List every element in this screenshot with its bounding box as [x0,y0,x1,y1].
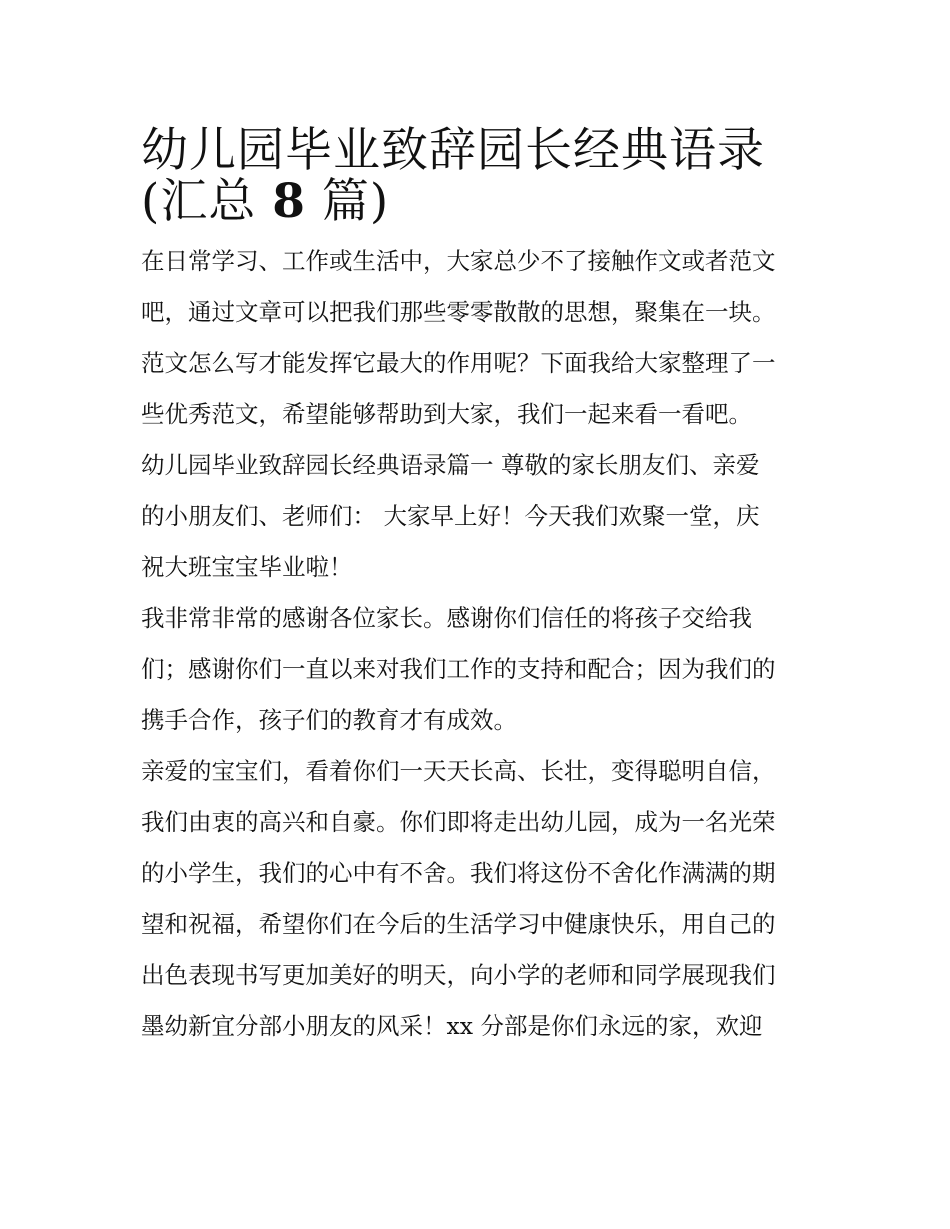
text-line: 些优秀范文，希望能够帮助到大家，我们一起来看一看吧。 [141,400,752,428]
text-line: 的小学生，我们的心中有不舍。我们将这份不舍化作满满的期 [141,859,776,887]
document-content [141,118,813,1052]
text-line: 墨幼新宜分部小朋友的风采！xx 分部是你们永远的家，欢迎 [141,1012,763,1040]
text-line: 们；感谢你们一直以来对我们工作的支持和配合；因为我们的 [141,655,776,683]
text-line: 幼儿园毕业致辞园长经典语录篇一 尊敬的家长朋友们、亲爱 [141,451,760,479]
text-line: 祝大班宝宝毕业啦！ [141,553,353,581]
text-line: 我非常非常的感谢各位家长。感谢你们信任的将孩子交给我 [141,604,752,632]
document-title [141,118,813,229]
text-line: 出色表现书写更加美好的明天，向小学的老师和同学展现我们 [141,961,776,989]
text-line: 亲爱的宝宝们，看着你们一天天长高、长壮，变得聪明自信， [141,757,776,785]
document-body [141,236,813,1052]
text-line: 我们由衷的高兴和自豪。你们即将走出幼儿园，成为一名光荣 [141,808,776,836]
text-line: 范文怎么写才能发挥它最大的作用呢？下面我给大家整理了一 [141,349,776,377]
text-line: 的小朋友们、老师们： 大家早上好！今天我们欢聚一堂，庆 [141,502,760,530]
text-line: 在日常学习、工作或生活中，大家总少不了接触作文或者范文 [141,247,776,275]
title-line-1: 幼儿园毕业致辞园长经典语录 [141,123,765,178]
paragraph-thanks [141,593,813,746]
paragraph-intro [141,236,813,440]
title-count: 8 [272,174,306,229]
text-line: 吧，通过文章可以把我们那些零零散散的思想，聚集在一块。 [141,298,776,326]
title-suffix: 篇) [305,174,390,229]
text-line: 望和祝福，希望你们在今后的生活学习中健康快乐，用自己的 [141,910,776,938]
paragraph-greeting [141,440,813,593]
title-prefix: (汇总 [141,174,273,229]
paragraph-children [141,746,813,1052]
text-line: 携手合作，孩子们的教育才有成效。 [141,706,517,734]
